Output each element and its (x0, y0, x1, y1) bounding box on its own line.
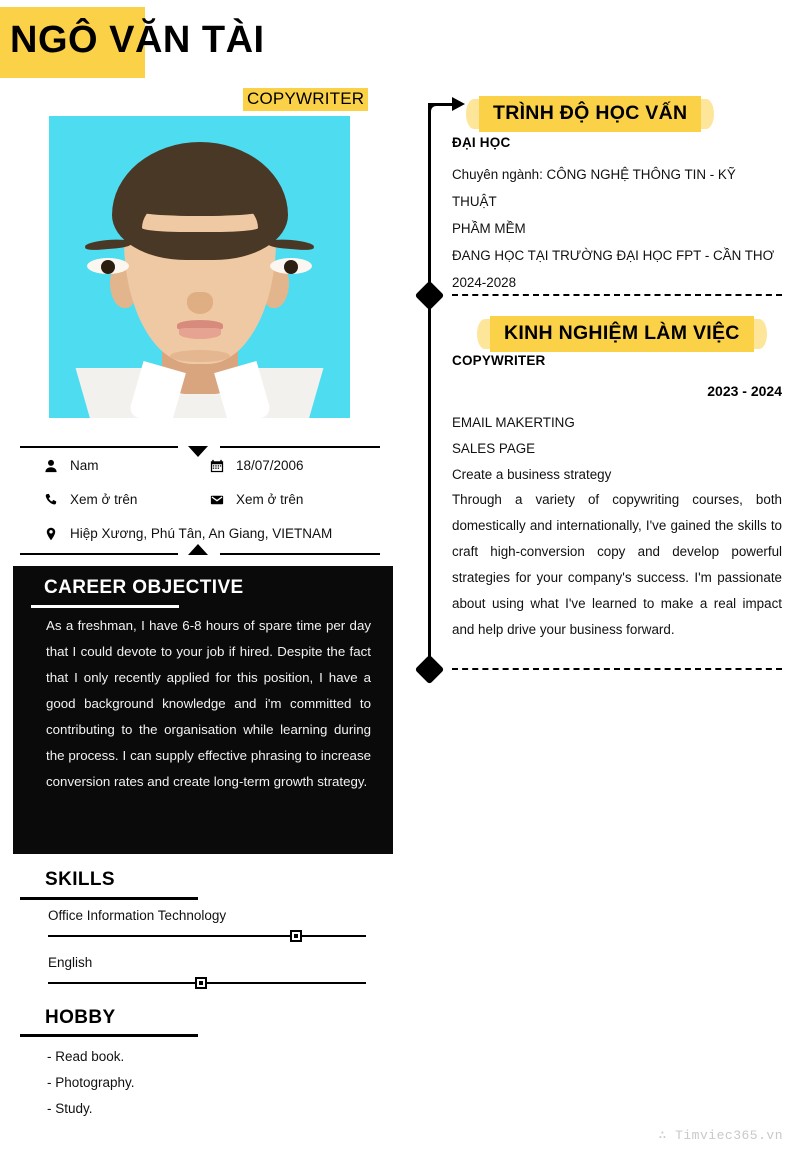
timeline-arrow-shaft (428, 103, 455, 106)
career-objective-text: As a freshman, I have 6-8 hours of spare time per day that I could devote to your job if hired. Despite the fact that I only recently applied for this position, I have a good background knowledge and i'm committed to contributing to the organisation while learning during the process. I can supply effective phrasing to increase conversion rates and create long-term growth strategy. (46, 618, 371, 789)
text-line: ĐANG HỌC TẠI TRƯỜNG ĐẠI HỌC FPT - CẦN THƠ (452, 248, 775, 263)
skill-level-knob[interactable] (195, 977, 207, 989)
contact-birthdate-value: 18/07/2006 (236, 458, 304, 473)
education-body (452, 161, 782, 296)
watermark: ∴ Timviec365.vn (658, 1128, 783, 1143)
job-title-badge: COPYWRITER (243, 88, 368, 111)
contact-gender (44, 458, 99, 473)
experience-text: Through a variety of copywriting courses, both domestically and internationally, I've gained the skills to craft high-conversion copy and develop powerful strategies for your company's success. I'm passionate about using what I've learned to make a real impact and help drive your business forward. (452, 492, 782, 637)
education-subtitle: ĐẠI HỌC (452, 135, 511, 150)
career-objective-rule (31, 605, 179, 608)
triangle-down-icon (188, 446, 208, 457)
text-line: Chuyên ngành: CÔNG NGHỆ THÔNG TIN - KỸ THUẬT (452, 167, 736, 209)
education-title: TRÌNH ĐỘ HỌC VẤN (479, 96, 701, 132)
triangle-up-icon (188, 544, 208, 555)
contact-row (20, 492, 388, 526)
list-item: - Photography. (47, 1075, 135, 1090)
career-objective-title: CAREER OBJECTIVE (44, 577, 244, 598)
hobby-list (47, 1044, 347, 1122)
contact-address (44, 526, 332, 541)
hobby-rule (20, 1034, 198, 1037)
arrow-right-icon (452, 97, 465, 111)
experience-dates: 2023 - 2024 (707, 383, 782, 399)
contact-divider-top (20, 441, 380, 453)
iris-right (284, 260, 298, 274)
skill-item (48, 908, 368, 943)
skill-item (48, 955, 368, 990)
timeline-diamond-marker (415, 281, 445, 311)
timeline-line (428, 105, 431, 680)
skills-rule (20, 897, 198, 900)
contact-phone-value: Xem ở trên (70, 492, 138, 507)
text-line: PHẦM MỀM (452, 221, 526, 236)
calendar-icon (210, 459, 226, 473)
avatar (49, 116, 350, 418)
contact-gender-value: Nam (70, 458, 99, 473)
envelope-icon (210, 493, 226, 507)
person-icon (44, 459, 60, 473)
hobby-title: HOBBY (45, 1007, 116, 1028)
page-title: NGÔ VĂN TÀI (10, 19, 265, 61)
experience-title: KINH NGHIỆM LÀM VIỆC (490, 316, 754, 352)
text-line: SALES PAGE (452, 441, 536, 456)
skill-level-slider[interactable] (48, 976, 366, 990)
timeline-diamond-marker (415, 655, 445, 685)
contact-email (210, 492, 303, 507)
text-line: 2024-2028 (452, 275, 517, 290)
chin-shadow (170, 350, 230, 362)
text-line: EMAIL MAKERTING (452, 415, 575, 430)
experience-role: COPYWRITER (452, 353, 546, 368)
list-item: - Study. (47, 1101, 93, 1116)
contact-divider-bottom (20, 548, 380, 560)
experience-bullets (452, 410, 782, 488)
lower-lip (179, 328, 221, 339)
location-pin-icon (44, 527, 60, 541)
skill-name: Office Information Technology (48, 908, 227, 923)
timeline-dashed-separator (452, 668, 782, 670)
contact-phone (44, 492, 137, 507)
contact-birthdate (210, 458, 304, 473)
skills-title: SKILLS (45, 869, 115, 890)
text-line: Create a business strategy (452, 467, 612, 482)
career-objective-section (13, 566, 393, 854)
skill-level-slider[interactable] (48, 929, 366, 943)
nose (187, 292, 213, 314)
iris-left (101, 260, 115, 274)
skills-list (48, 908, 368, 1002)
skill-name: English (48, 955, 93, 970)
list-item: - Read book. (47, 1049, 125, 1064)
contact-email-value: Xem ở trên (236, 492, 304, 507)
skill-track-line (48, 935, 366, 937)
contact-row (20, 458, 388, 492)
phone-icon (44, 493, 60, 507)
contact-address-value: Hiệp Xương, Phú Tân, An Giang, VIETNAM (70, 526, 333, 541)
skill-level-knob[interactable] (290, 930, 302, 942)
skill-track-line (48, 982, 366, 984)
